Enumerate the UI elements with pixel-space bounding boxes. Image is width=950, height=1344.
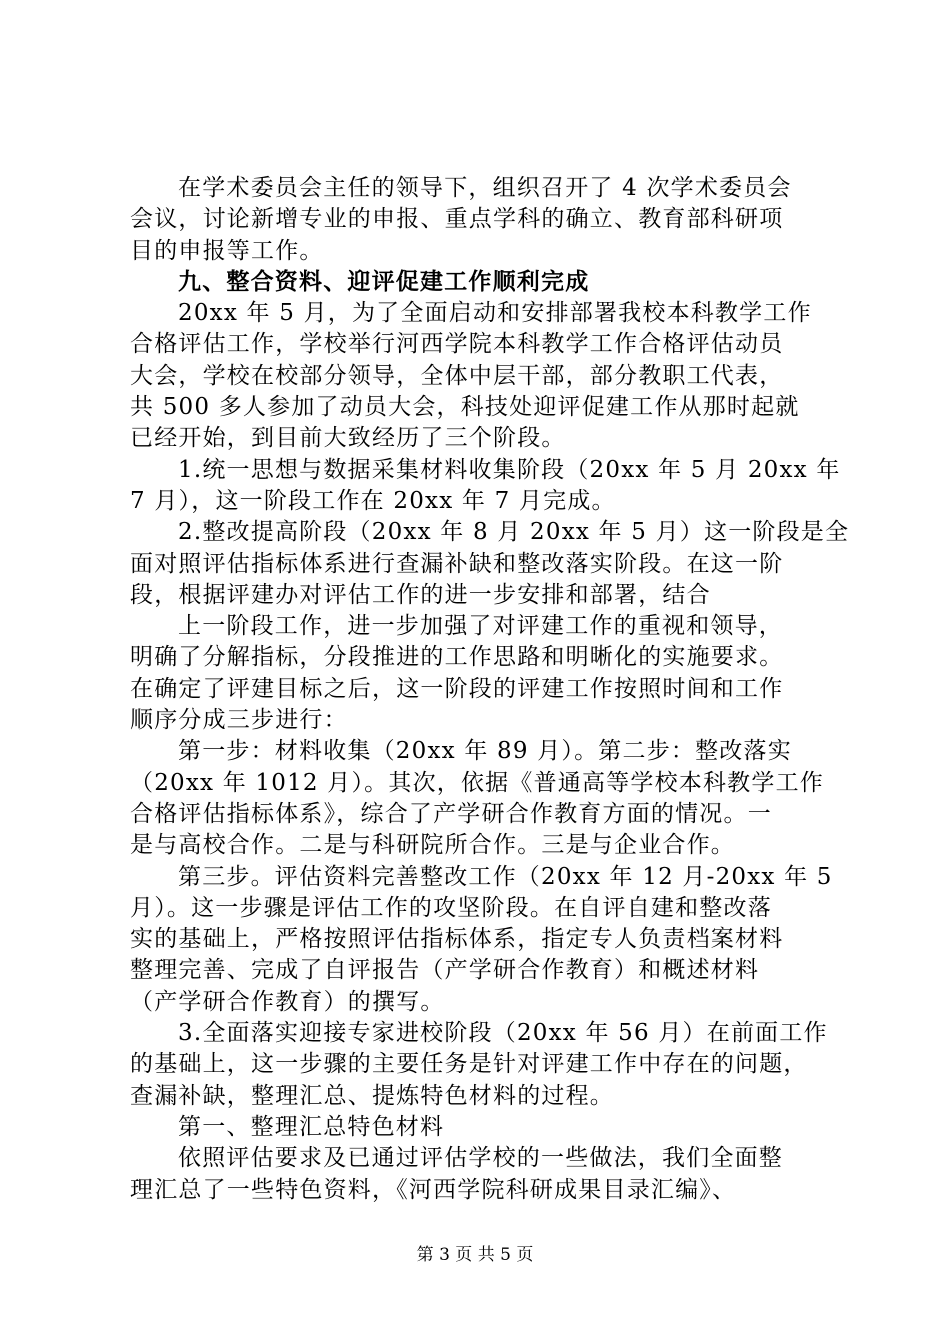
text-line: 在学术委员会主任的领导下，组织召开了 4 次学术委员会 (178, 175, 792, 201)
text-line: 顺序分成三步进行： (130, 707, 348, 734)
text-line: （20xx 年 1012 月）。其次，依据《普通高等学校本科教学工作 (130, 769, 824, 796)
text-line: 面对照评估指标体系进行查漏补缺和整改落实阶段。在这一阶 (130, 550, 784, 577)
text-line: 共 500 多人参加了动员大会，科技处迎评促建工作从那时起就 (130, 394, 800, 421)
text-line: 合格评估工作，学校举行河西学院本科教学工作合格评估动员 (130, 331, 784, 358)
body-text (130, 173, 850, 1206)
text-line: 上一阶段工作，进一步加强了对评建工作的重视和领导， (178, 613, 783, 640)
text-line: （产学研合作教育）的撰写。 (130, 988, 445, 1015)
text-line: 在确定了评建目标之后，这一阶段的评建工作按照时间和工作 (130, 675, 784, 702)
text-line: 大会，学校在校部分领导，全体中层干部，部分教职工代表， (130, 362, 784, 389)
text-line: 月）。这一步骤是评估工作的攻坚阶段。在自评自建和整改落 (130, 894, 772, 921)
text-line: 是与高校合作。二是与科研院所合作。三是与企业合作。 (130, 832, 735, 859)
text-line: 第一步：材料收集（20xx 年 89 月）。第二步：整改落实 (178, 738, 792, 765)
text-line: 合格评估指标体系》，综合了产学研合作教育方面的情况。一 (130, 800, 772, 827)
text-line: 20xx 年 5 月，为了全面启动和安排部署我校本科教学工作 (178, 300, 812, 327)
text-line: 7 月），这一阶段工作在 20xx 年 7 月完成。 (130, 487, 616, 514)
text-line: 理汇总了一些特色资料，《河西学院科研成果目录汇编》、 (130, 1176, 737, 1203)
text-line: 依照评估要求及已通过评估学校的一些做法，我们全面整 (178, 1145, 783, 1172)
text-line: 2.整改提高阶段（20xx 年 8 月 20xx 年 5 月）这一阶段是全 (178, 519, 850, 546)
text-line: 1.统一思想与数据采集材料收集阶段（20xx 年 5 月 20xx 年 (178, 456, 841, 483)
text-line: 实的基础上，严格按照评估指标体系，指定专人负责档案材料 (130, 926, 784, 953)
text-line: 会议，讨论新增专业的申报、重点学科的确立、教育部科研项 (130, 206, 784, 233)
text-line: 目的申报等工作。 (130, 237, 324, 264)
text-line: 查漏补缺，整理汇总、提炼特色材料的过程。 (130, 1082, 614, 1109)
text-line: 3.全面落实迎接专家进校阶段（20xx 年 56 月）在前面工作 (178, 1020, 828, 1047)
text-line: 第三步。评估资料完善整改工作（20xx 年 12 月-20xx 年 5 (178, 863, 833, 890)
text-line: 明确了分解指标，分段推进的工作思路和明晰化的实施要求。 (130, 644, 784, 671)
text-line: 的基础上，这一步骤的主要任务是针对评建工作中存在的问题， (130, 1051, 808, 1078)
text-line: 第一、整理汇总特色材料 (178, 1113, 445, 1140)
text-line: 段，根据评建办对评估工作的进一步安排和部署，结合 (130, 581, 711, 608)
text-line: 整理完善、完成了自评报告（产学研合作教育）和概述材料 (130, 957, 760, 984)
section-heading: 九、整合资料、迎评促建工作顺利完成 (178, 268, 590, 295)
page-footer: 第 3 页 共 5 页 (416, 1245, 534, 1265)
text-line: 已经开始，到目前大致经历了三个阶段。 (130, 425, 566, 452)
